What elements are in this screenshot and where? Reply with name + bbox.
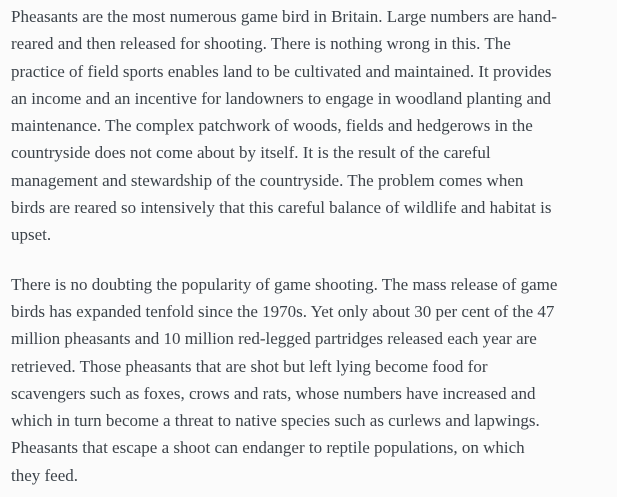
- paragraph-2: [11, 271, 609, 489]
- text-line: birds has expanded tenfold since the 1970s. Yet only about 30 per cent of the 47: [11, 301, 555, 321]
- text-line: Pheasants that escape a shoot can endanger to reptile populations, on which: [11, 438, 525, 458]
- text-line: countryside does not come about by itself. It is the result of the careful: [11, 143, 491, 163]
- text-line: which in turn become a threat to native species such as curlews and lapwings.: [11, 411, 540, 431]
- text-line: million pheasants and 10 million red-legged partridges released each year are: [11, 329, 537, 349]
- text-line: an income and an incentive for landowners to engage in woodland planting and: [11, 88, 552, 108]
- text-line: reared and then released for shooting. There is nothing wrong in this. The: [11, 34, 511, 54]
- text-line: Pheasants are the most numerous game bird in Britain. Large numbers are hand-: [11, 7, 557, 26]
- text-line: retrieved. Those pheasants that are shot but left lying become food for: [11, 356, 488, 376]
- text-line: they feed.: [11, 465, 79, 485]
- text-line: There is no doubting the popularity of game shooting. The mass release of game: [11, 274, 558, 294]
- text-line: upset.: [11, 225, 52, 245]
- text-line: practice of field sports enables land to be cultivated and maintained. It provides: [11, 61, 552, 81]
- paragraph-1: [11, 3, 609, 249]
- text-line: birds are reared so intensively that this careful balance of wildlife and habitat is: [11, 198, 552, 218]
- text-line: management and stewardship of the countryside. The problem comes when: [11, 170, 524, 190]
- text-line: maintenance. The complex patchwork of woods, fields and hedgerows in the: [11, 116, 533, 136]
- text-line: scavengers such as foxes, crows and rats, whose numbers have increased and: [11, 383, 536, 403]
